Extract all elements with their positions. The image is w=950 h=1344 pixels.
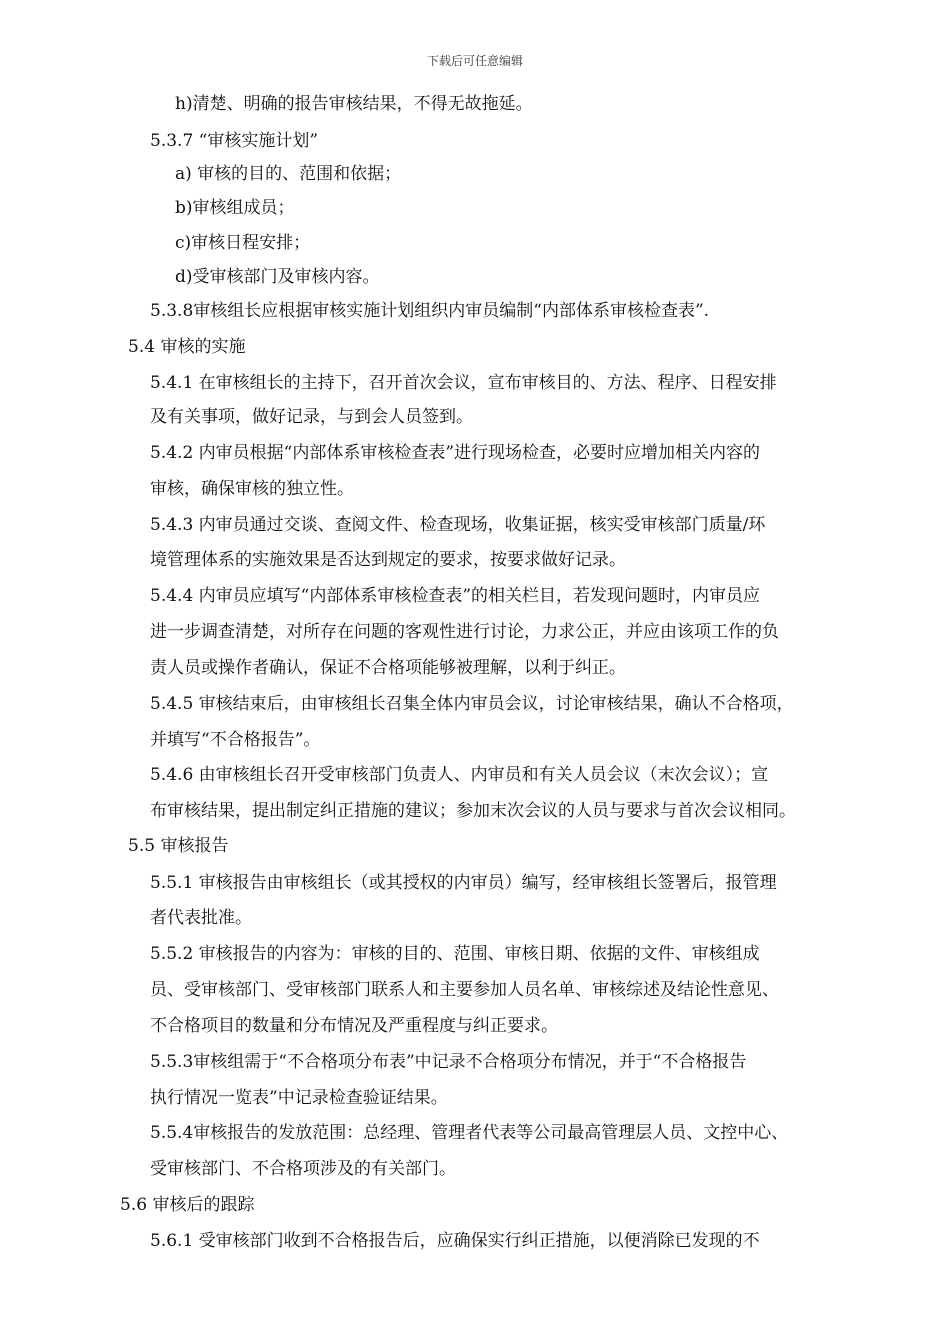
section-heading: 5.4 审核的实施 (128, 337, 246, 357)
list-item: c)审核日程安排； (175, 233, 311, 253)
text-line: 及有关事项，做好记录，与到会人员签到。 (150, 407, 473, 427)
text-line: 5.4.3 内审员通过交谈、查阅文件、检查现场，收集证据，核实受审核部门质量/环 (150, 515, 766, 535)
section-heading: 5.6 审核后的跟踪 (120, 1195, 255, 1215)
list-item: b)审核组成员； (175, 198, 295, 218)
text-line: 审核，确保审核的独立性。 (150, 479, 354, 499)
text-line: 5.4.4 内审员应填写“内部体系审核检查表”的相关栏目，若发现问题时，内审员应 (150, 586, 761, 606)
text-line: 进一步调查清楚，对所存在问题的客观性进行讨论，力求公正，并应由该项工作的负 (150, 622, 779, 642)
text-line: 5.5.3审核组需于“不合格项分布表”中记录不合格项分布情况，并于“不合格报告 (150, 1052, 747, 1072)
text-line: 不合格项目的数量和分布情况及严重程度与纠正要求。 (150, 1016, 558, 1036)
text-line: 5.5.1 审核报告由审核组长（或其授权的内审员）编写，经审核组长签署后，报管理 (150, 873, 777, 893)
text-line: 5.6.1 受审核部门收到不合格报告后，应确保实行纠正措施，以便消除已发现的不 (150, 1231, 760, 1251)
text-line: 5.4.2 内审员根据“内部体系审核检查表”进行现场检查，必要时应增加相关内容的 (150, 443, 761, 463)
text-line: 员、受审核部门、受审核部门联系人和主要参加人员名单、审核综述及结论性意见、 (150, 980, 779, 1000)
text-line: 5.3.8审核组长应根据审核实施计划组织内审员编制“内部体系审核检查表”. (150, 301, 710, 321)
section-heading: 5.5 审核报告 (128, 836, 229, 856)
text-line: 5.5.2 审核报告的内容为：审核的目的、范围、审核日期、依据的文件、审核组成 (150, 944, 760, 964)
text-line: 5.4.6 由审核组长召开受审核部门负责人、内审员和有关人员会议（末次会议）；宣 (150, 765, 769, 785)
text-line: 5.4.1 在审核组长的主持下，召开首次会议，宣布审核目的、方法、程序、日程安排 (150, 373, 777, 393)
list-item: a) 审核的目的、范围和依据； (175, 164, 402, 184)
text-line: 并填写“不合格报告”。 (150, 730, 321, 750)
text-line: 5.5.4审核报告的发放范围：总经理、管理者代表等公司最高管理层人员、文控中心、 (150, 1123, 789, 1143)
text-line: 执行情况一览表”中记录检查验证结果。 (150, 1088, 448, 1108)
list-item: d)受审核部门及审核内容。 (175, 267, 380, 287)
section-heading: 5.3.7 “审核实施计划” (150, 131, 319, 151)
text-line: h)清楚、明确的报告审核结果，不得无故拖延。 (175, 94, 533, 114)
text-line: 受审核部门、不合格项涉及的有关部门。 (150, 1159, 456, 1179)
text-line: 者代表批准。 (150, 908, 252, 928)
text-line: 5.4.5 审核结束后，由审核组长召集全体内审员会议，讨论审核结果，确认不合格项， (150, 694, 794, 714)
text-line: 责人员或操作者确认，保证不合格项能够被理解，以利于纠正。 (150, 658, 626, 678)
page-header: 下载后可任意编辑 (426, 54, 523, 68)
text-line: 布审核结果，提出制定纠正措施的建议；参加末次会议的人员与要求与首次会议相同。 (150, 801, 796, 821)
text-line: 境管理体系的实施效果是否达到规定的要求，按要求做好记录。 (150, 550, 626, 570)
